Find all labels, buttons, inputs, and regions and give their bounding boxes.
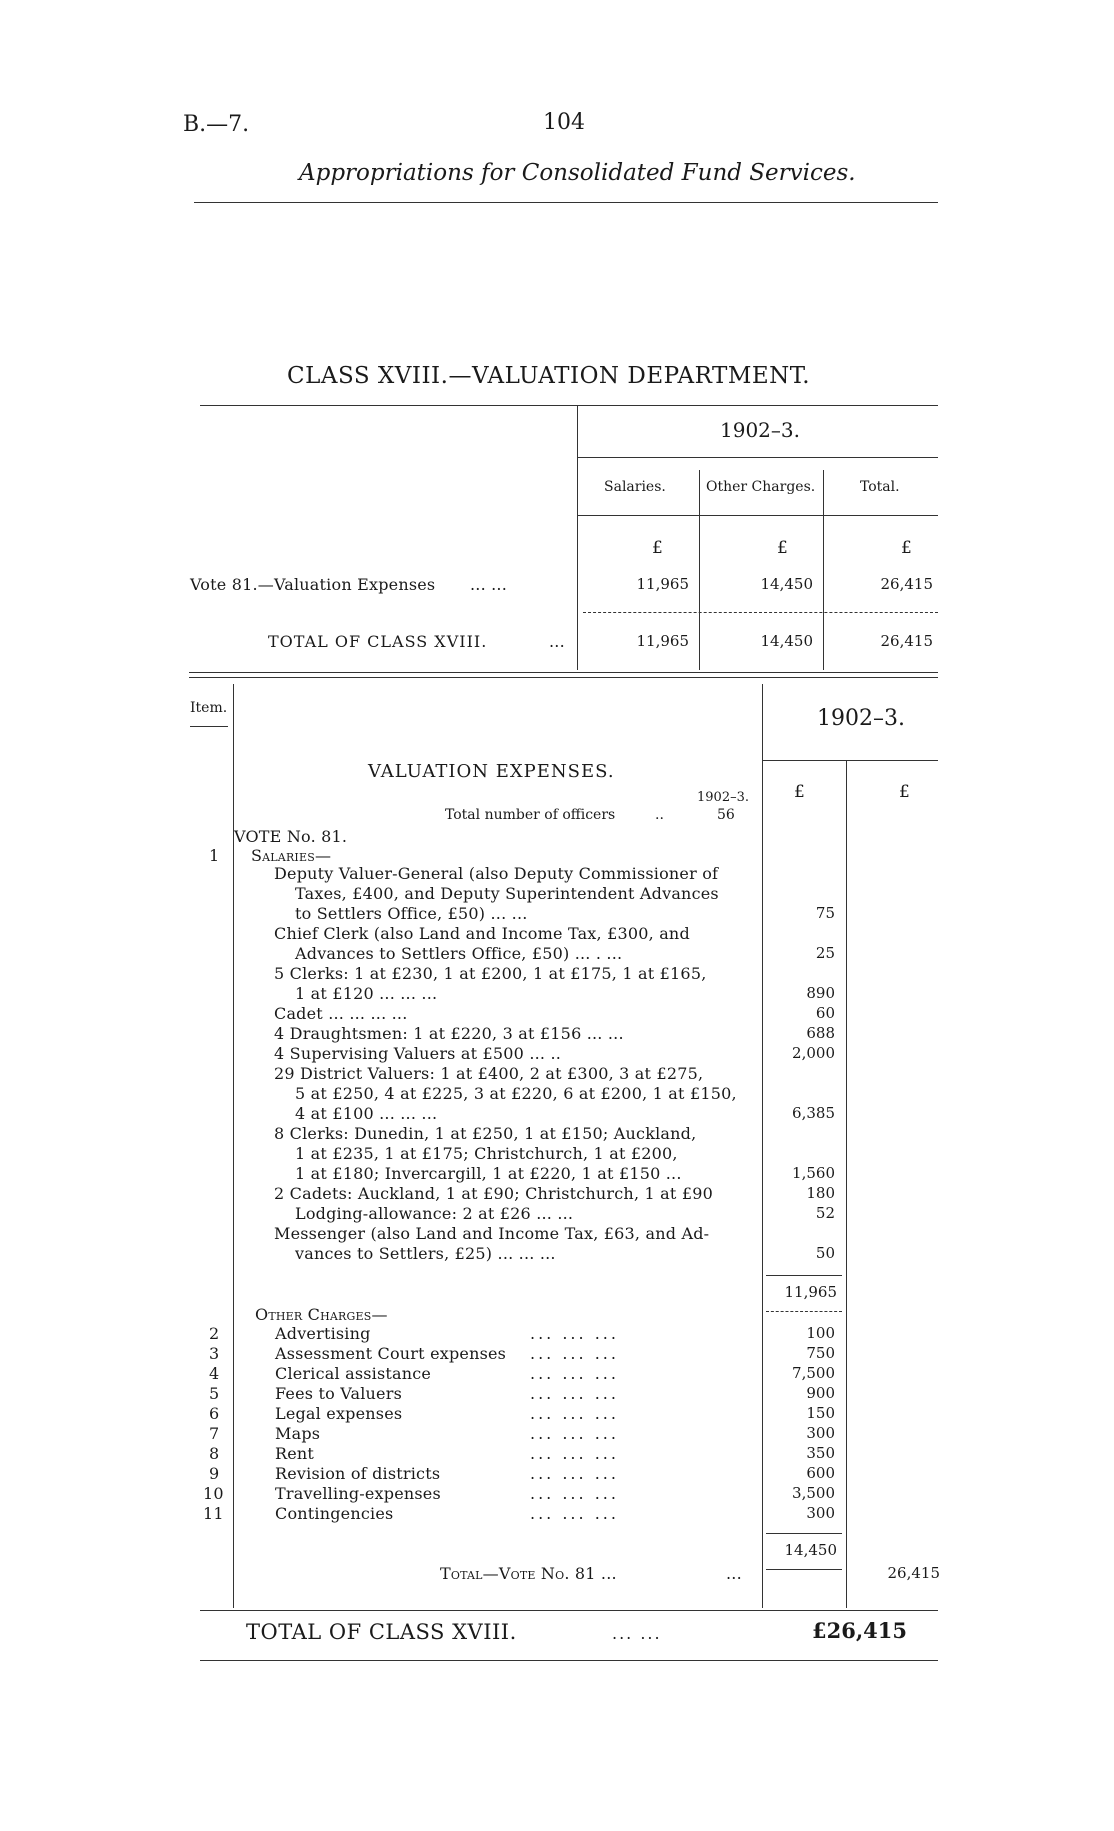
other-charges-heading: Other Charges— [255, 1305, 388, 1324]
other-item-amount: 600 [806, 1464, 835, 1482]
other-item-dots: ... ... ... [530, 1324, 619, 1343]
other-item-number: 9 [209, 1464, 220, 1483]
other-item-label: Assessment Court expenses [275, 1344, 507, 1363]
salary-amount: 50 [815, 1244, 835, 1262]
item-header: Item. [190, 700, 228, 716]
other-item-label: Maps [275, 1424, 321, 1443]
detail-currency-2: £ [899, 782, 910, 802]
other-item-amount: 750 [806, 1344, 835, 1362]
other-item-number: 4 [209, 1364, 220, 1383]
salary-amount: 2,000 [792, 1044, 835, 1062]
grand-total-rule [200, 1660, 938, 1661]
summary-total-total: 26,415 [880, 632, 933, 650]
doc-ref: B.—7. [183, 112, 250, 137]
salary-line: 1 at £235, 1 at £175; Christchurch, 1 at £200, [295, 1144, 678, 1163]
other-item-amount: 350 [806, 1444, 835, 1462]
salary-line: Cadet ... ... ... ... [274, 1004, 408, 1023]
section-title: VALUATION EXPENSES. [368, 761, 615, 782]
salary-amount: 75 [815, 904, 835, 922]
summary-currency-3: £ [901, 538, 912, 558]
salaries-heading: Salaries— [251, 846, 332, 865]
summary-col-total: Total. [860, 479, 900, 495]
salary-line: Messenger (also Land and Income Tax, £63, and Ad- [274, 1224, 710, 1243]
salary-amount: 688 [806, 1024, 835, 1042]
other-item-label: Contingencies [275, 1504, 394, 1523]
other-item-label: Legal expenses [275, 1404, 403, 1423]
page-number: 104 [543, 110, 585, 135]
salaries-item-number: 1 [209, 846, 220, 865]
other-item-amount: 150 [806, 1404, 835, 1422]
salary-amount: 25 [815, 944, 835, 962]
salary-amount: 6,385 [792, 1104, 835, 1122]
other-item-label: Revision of districts [275, 1464, 441, 1483]
other-item-amount: 900 [806, 1384, 835, 1402]
other-item-amount: 100 [806, 1324, 835, 1342]
officers-year: 1902–3. [697, 790, 749, 805]
other-item-dots: ... ... ... [530, 1424, 619, 1443]
salary-line: 5 at £250, 4 at £225, 3 at £220, 6 at £200, 1 at £150, [295, 1084, 737, 1103]
salary-line: vances to Settlers, £25) ... ... ... [295, 1244, 556, 1263]
officers-count: 56 [717, 807, 735, 823]
detail-year: 1902–3. [817, 706, 905, 731]
salary-amount: 60 [815, 1004, 835, 1022]
other-item-dots: ... ... ... [530, 1444, 619, 1463]
other-item-dots: ... ... ... [530, 1404, 619, 1423]
other-item-label: Travelling-expenses [275, 1484, 441, 1503]
grand-total-label: TOTAL OF CLASS XVIII. [246, 1620, 517, 1644]
salary-line: 2 Cadets: Auckland, 1 at £90; Christchurch, 1 at £90 [274, 1184, 713, 1203]
summary-total-other: 14,450 [760, 632, 813, 650]
salary-line: Chief Clerk (also Land and Income Tax, £300, and [274, 924, 690, 943]
salary-line: 1 at £180; Invercargill, 1 at £220, 1 at £150 ... [295, 1164, 682, 1183]
vote-label: VOTE No. 81. [234, 827, 348, 846]
other-item-label: Advertising [275, 1324, 371, 1343]
grand-total-dots: ... ... [612, 1624, 662, 1643]
summary-year: 1902–3. [720, 418, 800, 442]
other-item-number: 6 [209, 1404, 220, 1423]
other-item-label: Rent [275, 1444, 315, 1463]
salary-line: 8 Clerks: Dunedin, 1 at £250, 1 at £150; Auckland, [274, 1124, 697, 1143]
summary-col-salaries: Salaries. [604, 479, 666, 495]
other-item-number: 8 [209, 1444, 220, 1463]
salary-line: Advances to Settlers Office, £50) ... . ... [295, 944, 623, 963]
salary-line: 4 at £100 ... ... ... [295, 1104, 438, 1123]
other-item-dots: ... ... ... [530, 1364, 619, 1383]
summary-currency-1: £ [652, 538, 663, 558]
other-item-label: Fees to Valuers [275, 1384, 402, 1403]
other-item-number: 3 [209, 1344, 220, 1363]
other-item-dots: ... ... ... [530, 1464, 619, 1483]
salary-line: Deputy Valuer-General (also Deputy Commissioner of [274, 864, 719, 883]
summary-col-other: Other Charges. [706, 479, 816, 495]
summary-row-dots: ... ... [470, 575, 508, 594]
other-charges-total: 14,450 [784, 1541, 837, 1559]
summary-row-salaries: 11,965 [636, 575, 689, 593]
salary-line: 5 Clerks: 1 at £230, 1 at £200, 1 at £175, 1 at £165, [274, 964, 707, 983]
other-item-number: 7 [209, 1424, 220, 1443]
detail-currency-1: £ [794, 782, 805, 802]
other-item-dots: ... ... ... [530, 1484, 619, 1503]
other-item-dots: ... ... ... [530, 1384, 619, 1403]
salary-line: Taxes, £400, and Deputy Superintendent Advances [295, 884, 719, 903]
salary-line: 1 at £120 ... ... ... [295, 984, 438, 1003]
vote-total: 26,415 [887, 1564, 940, 1582]
salary-line: Lodging-allowance: 2 at £26 ... ... [295, 1204, 574, 1223]
other-item-number: 11 [203, 1504, 224, 1523]
summary-total-salaries: 11,965 [636, 632, 689, 650]
salary-amount: 1,560 [792, 1164, 835, 1182]
summary-currency-2: £ [777, 538, 788, 558]
summary-total-label: TOTAL OF CLASS XVIII. [268, 632, 488, 651]
summary-row-total: 26,415 [880, 575, 933, 593]
grand-total-value: £26,415 [812, 1618, 907, 1643]
other-item-amount: 3,500 [792, 1484, 835, 1502]
salaries-total: 11,965 [784, 1283, 837, 1301]
header-rule [194, 202, 938, 203]
vote-total-label: Total—Vote No. 81 ... [440, 1564, 617, 1583]
salary-line: 29 District Valuers: 1 at £400, 2 at £300, 3 at £275, [274, 1064, 704, 1083]
salary-amount: 890 [806, 984, 835, 1002]
other-item-label: Clerical assistance [275, 1364, 432, 1383]
officers-dots: .. [655, 807, 664, 823]
salary-line: to Settlers Office, £50) ... ... [295, 904, 528, 923]
other-item-amount: 300 [806, 1504, 835, 1522]
other-item-dots: ... ... ... [530, 1344, 619, 1363]
vote-total-dots: ... [726, 1564, 742, 1583]
salary-amount: 52 [815, 1204, 835, 1222]
other-item-dots: ... ... ... [530, 1504, 619, 1523]
other-item-number: 10 [203, 1484, 224, 1503]
summary-total-dots: ... [549, 632, 565, 651]
other-item-amount: 7,500 [792, 1364, 835, 1382]
salary-line: 4 Supervising Valuers at £500 ... .. [274, 1044, 562, 1063]
running-title: Appropriations for Consolidated Fund Services. [299, 160, 856, 186]
salary-line: 4 Draughtsmen: 1 at £220, 3 at £156 ... ... [274, 1024, 624, 1043]
class-title: CLASS XVIII.—VALUATION DEPARTMENT. [287, 363, 811, 389]
officers-label: Total number of officers [445, 807, 616, 823]
summary-row-other: 14,450 [760, 575, 813, 593]
other-item-amount: 300 [806, 1424, 835, 1442]
summary-row-label: Vote 81.—Valuation Expenses [190, 575, 436, 594]
salary-amount: 180 [806, 1184, 835, 1202]
other-item-number: 5 [209, 1384, 220, 1403]
other-item-number: 2 [209, 1324, 220, 1343]
